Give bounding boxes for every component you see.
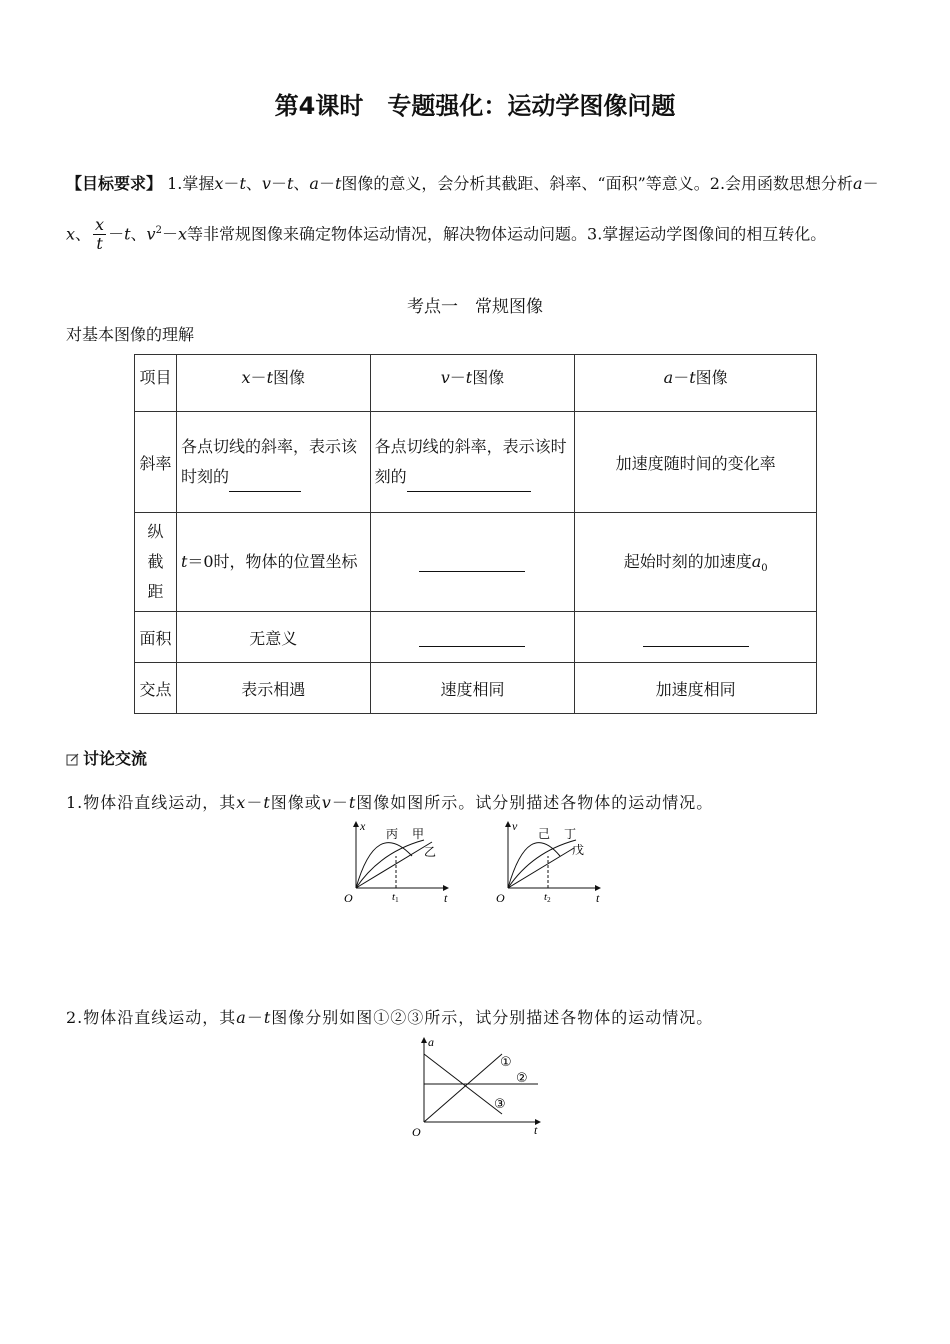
label-2: ② [516, 1071, 528, 1086]
xt-ylabel: x [360, 819, 366, 833]
label-bing: 丙 [386, 827, 399, 841]
label-jia: 甲 [412, 827, 425, 841]
at-ylabel: a [428, 1035, 434, 1049]
label-yi: 乙 [424, 845, 437, 859]
at-graph [408, 1034, 548, 1140]
line-wu [508, 848, 574, 888]
vt-ylabel: v [512, 819, 518, 833]
table-row: 纵 截 距 t＝0时，物体的位置坐标 起始时刻的加速度$a_0$ [135, 513, 817, 612]
xt-origin: O [344, 891, 353, 905]
goals-tag: 【目标要求】 [66, 174, 163, 193]
answer-blank[interactable] [229, 473, 301, 492]
answer-blank[interactable] [419, 628, 525, 647]
line-yi [356, 842, 432, 888]
line-1 [424, 1054, 502, 1122]
basic-graph-table [134, 354, 817, 714]
curve-jia [356, 840, 424, 888]
discussion-heading: 讨论交流 [66, 746, 147, 769]
label-3: ③ [494, 1097, 506, 1112]
xt-xlabel: t [444, 891, 448, 905]
table-row: 交点 表示相遇 速度相同 加速度相同 [135, 663, 817, 714]
table-row: 面积 无意义 [135, 612, 817, 663]
xt-tick: t1 [392, 891, 399, 904]
question-2: 2.物体沿直线运动，其a－t图像分别如图①②③所示，试分别描述各物体的运动情况。 [66, 1008, 714, 1027]
at-origin: O [412, 1125, 421, 1139]
label-wu: 戊 [572, 843, 585, 857]
table-row: 斜率 各点切线的斜率，表示该时刻的 各点切线的斜率，表示该时刻的 加速度随时间的变化率 [135, 412, 817, 513]
question-1: 1.物体沿直线运动，其x－t图像或v－t图像如图所示。试分别描述各物体的运动情况。 [66, 793, 714, 812]
vt-graph [492, 818, 622, 908]
page-title: 第4课时 专题强化：运动学图像问题 [274, 92, 676, 120]
edit-icon [66, 753, 79, 766]
label-1: ① [500, 1055, 512, 1070]
at-xlabel: t [534, 1123, 538, 1137]
section-heading: 考点一 常规图像 [407, 297, 543, 317]
xt-graph [340, 818, 470, 908]
vt-origin: O [496, 891, 505, 905]
answer-blank[interactable] [419, 553, 525, 572]
fraction-x-over-t: $\frac{x}{t}$ [95, 215, 105, 254]
label-ding: 丁 [564, 827, 577, 841]
curve-bing [356, 843, 412, 888]
answer-blank[interactable] [407, 473, 531, 492]
vt-tick: t2 [544, 891, 551, 904]
sub-heading: 对基本图像的理解 [66, 325, 195, 344]
curve-ding [508, 840, 576, 888]
table-header-row: 项目 x－t图像 v－t图像 a－t图像 [135, 355, 817, 412]
label-ji: 己 [538, 827, 551, 841]
vt-xlabel: t [596, 891, 600, 905]
learning-goals: 【目标要求】 1.掌握x－t、v－t、a－t图像的意义，会分析其截距、斜率、“面积”等意义。2.会用函数思想分析a－x、 $\frac{x}{t}$ －t、$v^2-x$等非常规图像来确定物体运动情况，解决物体运动问题。3.掌握运动学图像间的相互转化。 [66, 174, 879, 254]
answer-blank[interactable] [643, 628, 749, 647]
